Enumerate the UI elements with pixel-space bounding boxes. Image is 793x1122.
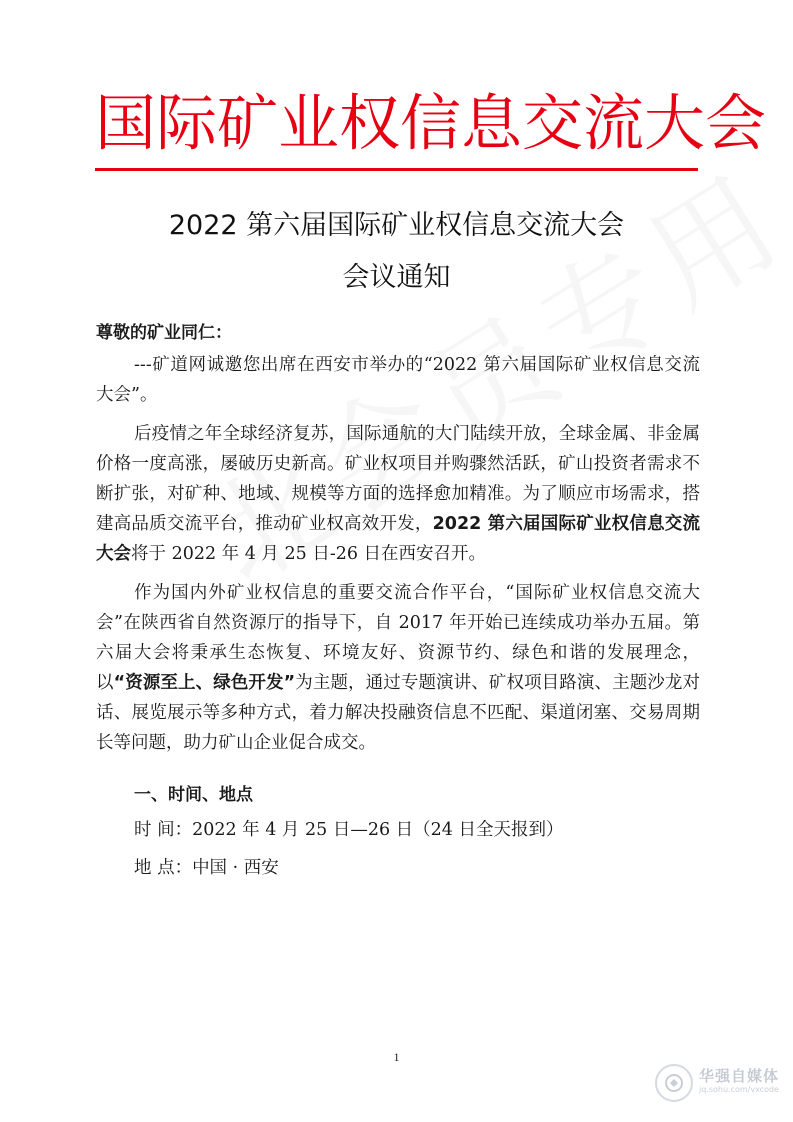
corner-logo bbox=[655, 1064, 779, 1102]
paragraph-text: 后疫情之年全球经济复苏，国际通航的大门陆续开放，全球金属、非金属价格一度高涨，屡破历史新高。矿业权项目并购骤然活跃，矿山投资者需求不断扩张，对矿种、地域、规模等方面的选择愈加精准。为了顺应市场需求，搭建高品质交流平台，推动矿业权高效开发， bbox=[96, 424, 700, 534]
masthead-title: 国际矿业权信息交流大会 bbox=[95, 88, 767, 159]
masthead-divider bbox=[95, 168, 698, 171]
paragraph-text: 将于 2022 年 4 月 25 日-26 日在西安召开。 bbox=[131, 544, 487, 564]
logo-title: 华强自媒体 bbox=[698, 1067, 779, 1085]
event-name-emphasis: 2022 第六届国际矿业权信息交流大会 bbox=[96, 514, 700, 564]
section-heading-time-place: 一、时间、地点 bbox=[134, 785, 253, 805]
theme-emphasis: “资源至上、绿色开发” bbox=[113, 673, 296, 693]
paragraph-platform bbox=[96, 578, 700, 758]
logo-subtitle: jq.sohu.com/vxcode bbox=[698, 1085, 779, 1094]
logo-icon bbox=[655, 1064, 693, 1102]
salutation: 尊敬的矿业同仁： bbox=[96, 323, 232, 343]
time-line: 时 间：2022 年 4 月 25 日—26 日（24 日全天报到） bbox=[134, 820, 564, 840]
page-number: 1 bbox=[393, 1050, 400, 1064]
document-body bbox=[96, 318, 700, 891]
paragraph-background bbox=[96, 419, 700, 569]
place-line: 地 点：中国 · 西安 bbox=[134, 858, 279, 878]
document-title: 2022 第六届国际矿业权信息交流大会 bbox=[168, 210, 625, 241]
document-subtitle: 会议通知 bbox=[342, 262, 451, 293]
paragraph-text: ---矿道网诚邀您出席在西安市举办的“2022 第六届国际矿业权信息交流大会”。 bbox=[96, 355, 700, 405]
paragraph-text: 为主题，通过专题演讲、矿权项目路演、主题沙龙对话、展览展示等多种方式，着力解决投融资信息不匹配、渠道闭塞、交易周期长等问题，助力矿山企业促合成交。 bbox=[96, 673, 700, 753]
paragraph-invitation bbox=[96, 350, 700, 410]
paragraph-text: 作为国内外矿业权信息的重要交流合作平台，“国际矿业权信息交流大会”在陕西省自然资源厅的指导下，自 2017 年开始已连续成功举办五届。第六届大会将秉承生态恢复、环境友好、资源节约、绿色和谐的发展理念，以 bbox=[96, 583, 700, 693]
